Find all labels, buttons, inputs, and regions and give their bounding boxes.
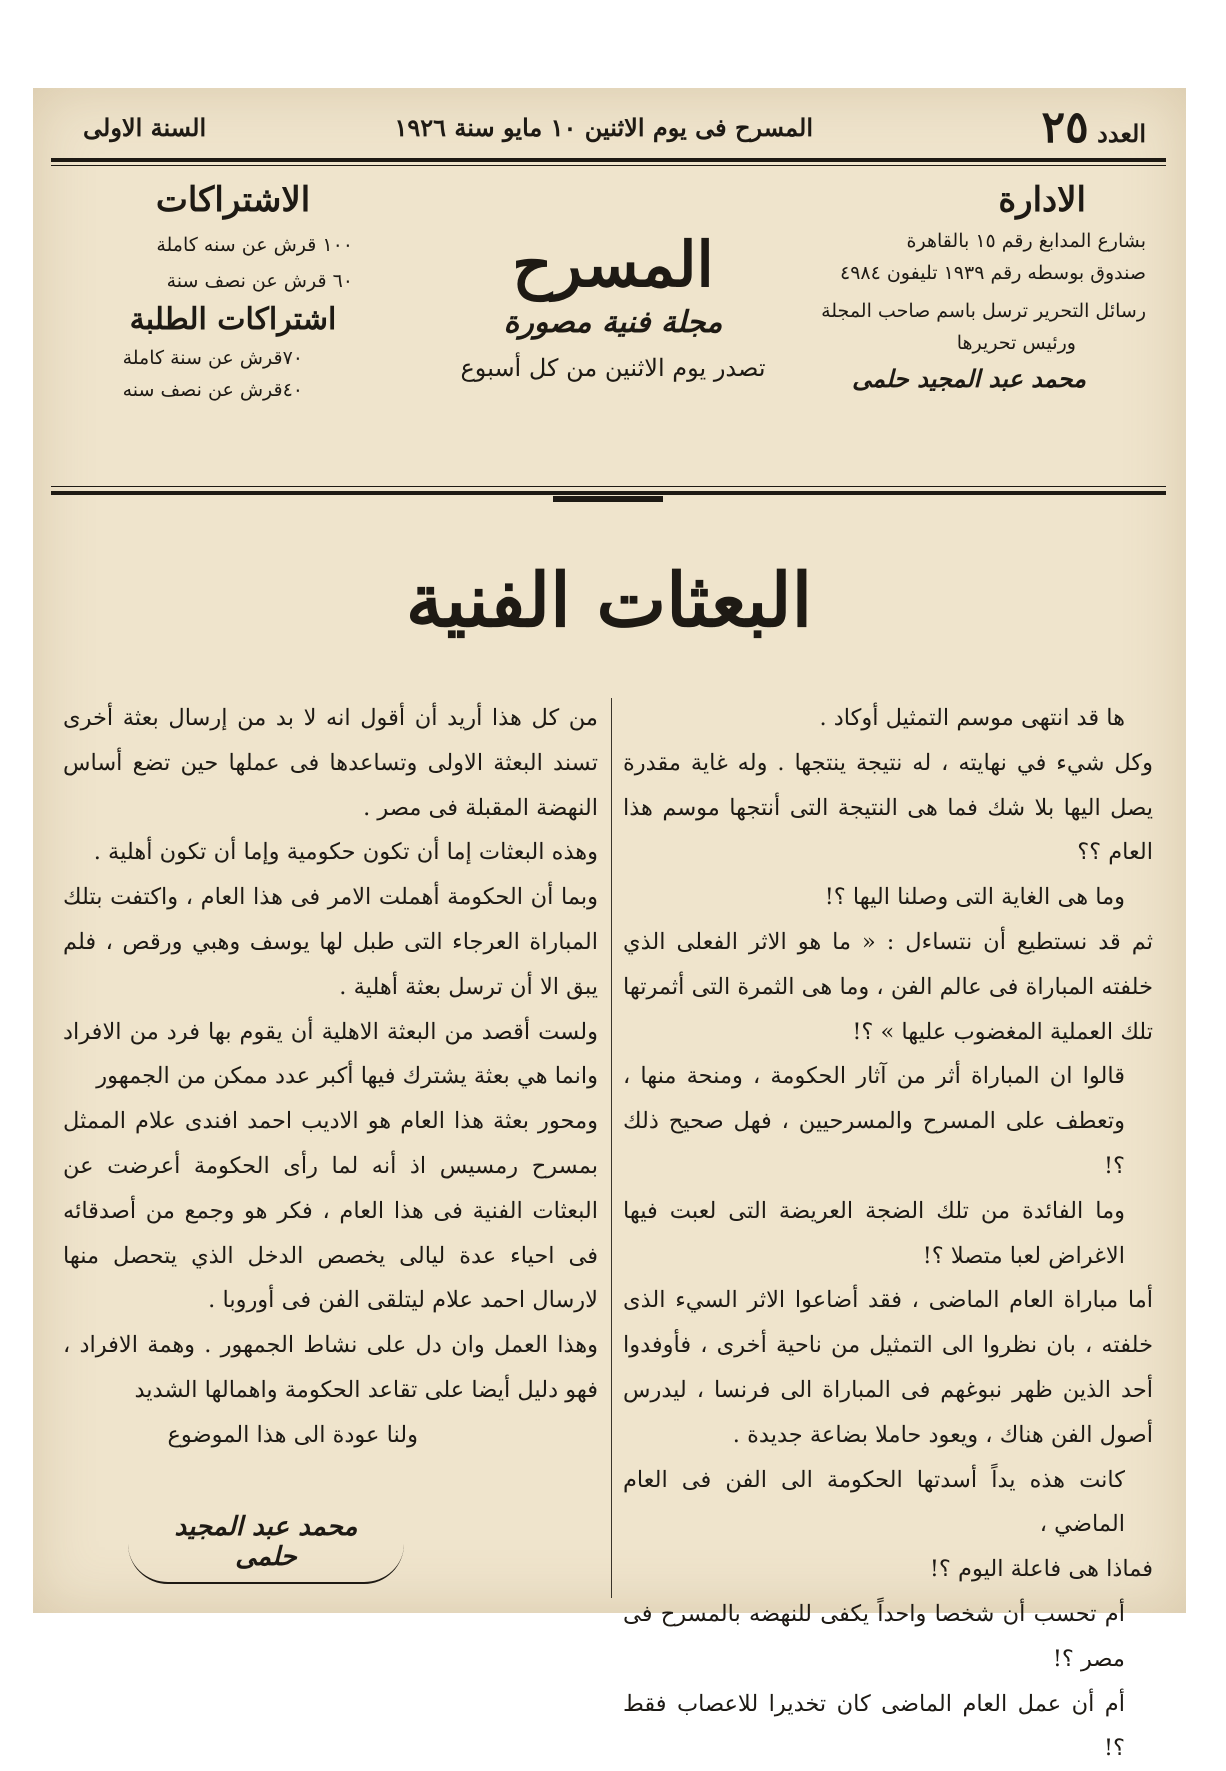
administration-title: الادارة xyxy=(998,180,1086,220)
masthead-title: المسرح xyxy=(512,228,714,301)
paragraph: ها قد انتهى موسم التمثيل أوكاد . xyxy=(819,705,1125,731)
paragraph: أم تحسب أن شخصا واحداً يكفى للنهضه بالمسرح فى مصر ؟! xyxy=(623,1600,1125,1672)
paragraph: وكل شيء في نهايته ، له نتيجة ينتجها . وله غاية مقدرة يصل اليها بلا شك فما هى النتيجة التى أنتجها موسم هذا العام ؟؟ xyxy=(623,749,1153,866)
masthead-rule xyxy=(51,491,1166,495)
subscription-half-year: ٦٠ قرش عن نصف سنة xyxy=(166,270,353,292)
masthead-rule-top xyxy=(51,486,1166,487)
subscriptions-box xyxy=(103,180,363,401)
issue-label: العدد xyxy=(1097,119,1146,148)
students-subscription-year: ٧٠قرش عن سنة كاملة xyxy=(122,347,303,369)
column-divider xyxy=(611,698,612,1598)
students-subscription-half-year: ٤٠قرش عن نصف سنه xyxy=(122,379,303,401)
admin-letters: رسائل التحرير ترسل باسم صاحب المجلة xyxy=(821,300,1146,322)
subscriptions-title: الاشتراكات xyxy=(155,180,311,220)
header-rule-thin xyxy=(51,165,1166,166)
paragraph: أما مباراة العام الماضى ، فقد أضاعوا الاثر السيء الذى خلفته ، بان نظروا الى التمثيل من ناحية أخرى ، فأوفدوا أحد الذين ظهر نبوغهم فى المباراة الى فرنسا ، ليدرس أصول الفن هناك ، ويعود حاملا بضاعة جديدة . xyxy=(623,1287,1153,1448)
students-subscriptions-title: اشتراكات الطلبة xyxy=(129,302,337,337)
paragraph: قالوا ان المباراة أثر من آثار الحكومة ، ومنحة منها ، وتعطف على المسرح والمسرحيين ، فهل صحيح ذلك ؟! xyxy=(623,1063,1125,1179)
right-column xyxy=(623,696,1153,1771)
paragraph: ثم قد نستطيع أن نتساءل : « ما هو الاثر الفعلى الذي خلفته المباراة فى عالم الفن ، وما هى الثمرة التى أثمرتها تلك العملية المغضوب عليها » ؟! xyxy=(623,928,1153,1045)
admin-po-box: صندوق بوسطه رقم ١٩٣٩ تليفون ٤٩٨٤ xyxy=(839,262,1146,284)
paragraph: ومحور بعثة هذا العام هو الاديب احمد افندى علام الممثل بمسرح رمسيس اذ أنه لما رأى الحكومة أعرضت عن البعثات الفنية فى هذا العام ، فكر هو وجمع من أصدقائه فى احياء عدة ليالى يخصص الدخل الذي يتحصل منها لارسال احمد علام ليتلقى الفن فى أوروبا . xyxy=(63,1108,598,1314)
paragraph: من كل هذا أريد أن أقول انه لا بد من إرسال بعثة أخرى تسند البعثة الاولى وتساعدها فى عملها حين تضع أساس النهضة المقبلة فى مصر . xyxy=(63,705,598,821)
issue-label-group xyxy=(1042,102,1146,153)
paragraph: فماذا هى فاعلة اليوم ؟! xyxy=(929,1556,1153,1583)
admin-address: بشارع المدابغ رقم ١٥ بالقاهرة xyxy=(906,230,1146,252)
paragraph: وهذا العمل وان دل على نشاط الجمهور . وهمة الافراد ، فهو دليل أيضا على تقاعد الحكومة واهمالها الشديد xyxy=(63,1332,598,1403)
administration-box xyxy=(816,180,1146,393)
paragraph: أم أن عمل العام الماضى كان تخديرا للاعصاب فقط ؟! xyxy=(623,1690,1125,1762)
newspaper-page xyxy=(33,88,1186,1762)
admin-editor-label: ورئيس تحريرها xyxy=(956,332,1076,354)
subscription-year: ١٠٠ قرش عن سنه كاملة xyxy=(156,234,353,256)
paragraph: ولست أقصد من البعثة الاهلية أن يقوم بها فرد من الافراد وانما هي بعثة يشترك فيها أكبر عدد ممكن من الجمهور xyxy=(63,1018,598,1090)
masthead-frequency: تصدر يوم الاثنين من كل أسبوع xyxy=(460,354,766,382)
date-line: المسرح فى يوم الاثنين ١٠ مايو سنة ١٩٢٦ xyxy=(394,113,813,142)
year-label: السنة الاولى xyxy=(83,113,207,142)
admin-editor-name: محمد عبد المجيد حلمى xyxy=(852,364,1086,393)
paragraph: وبما أن الحكومة أهملت الامر فى هذا العام ، واكتفت بتلك المباراة العرجاء التى طبل لها يوسف وهبي ورقص ، فلم يبق الا أن ترسل بعثة أهلية . xyxy=(63,884,598,1000)
header-rule xyxy=(51,158,1166,162)
masthead xyxy=(413,228,813,382)
paragraph: كانت هذه يداً أسدتها الحكومة الى الفن فى العام الماضي ، xyxy=(623,1466,1125,1538)
author-signature: محمد عبد المجيد حلمى xyxy=(128,1508,404,1584)
paragraph: وهذه البعثات إما أن تكون حكومية وإما أن تكون أهلية . xyxy=(93,839,598,866)
article-headline: البعثات الفنية xyxy=(405,558,813,644)
paragraph: ولنا عودة الى هذا الموضوع xyxy=(167,1421,418,1448)
paragraph: وما الفائدة من تلك الضجة العريضة التى لعبت فيها الاغراض لعبا متصلا ؟! xyxy=(623,1197,1125,1269)
paragraph: وما هى الغاية التى وصلنا اليها ؟! xyxy=(824,884,1125,911)
masthead-rule-center xyxy=(553,496,663,502)
issue-number: ٢٥ xyxy=(1041,102,1089,153)
left-column xyxy=(63,696,598,1458)
masthead-subtitle: مجلة فنية مصورة xyxy=(503,305,723,340)
